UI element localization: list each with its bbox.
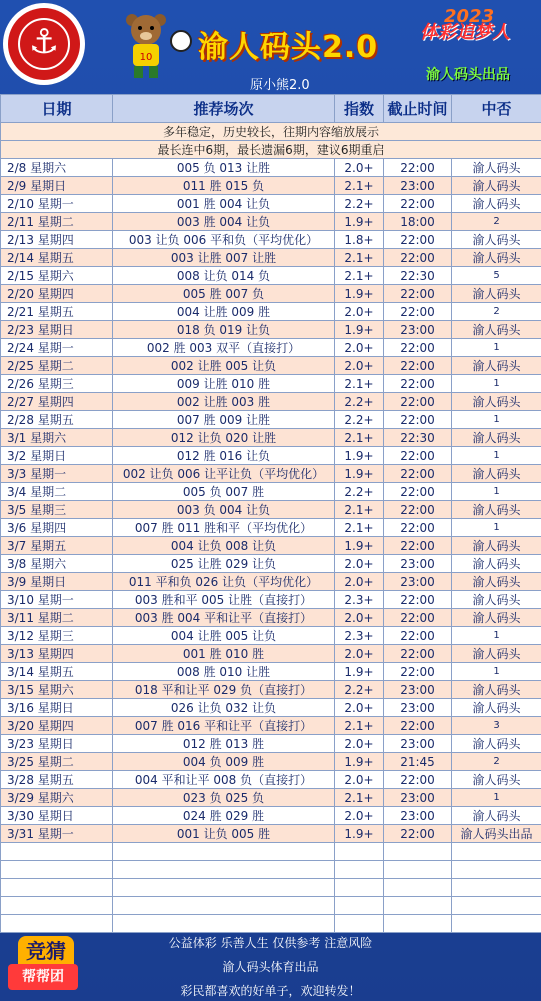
table-row xyxy=(1,303,541,321)
cell-odds: 2.0+ xyxy=(335,807,384,825)
table-row xyxy=(1,249,541,267)
cell-pick: 003 让负 006 平和负（平均优化） xyxy=(113,231,335,249)
anchor-icon: ⚓ xyxy=(28,22,60,62)
table-row xyxy=(1,357,541,375)
cell-date: 2/28 星期五 xyxy=(1,411,113,429)
cell-result: 渝人码头 xyxy=(452,177,541,195)
cell-pick: 025 让胜 029 让负 xyxy=(113,555,335,573)
cell-odds: 2.1+ xyxy=(335,429,384,447)
cell-result: 渝人码头 xyxy=(452,159,541,177)
cell-result: 渝人码头 xyxy=(452,699,541,717)
blank-cell xyxy=(113,879,335,897)
cell-pick: 004 让胜 009 胜 xyxy=(113,303,335,321)
table-row xyxy=(1,411,541,429)
blank-cell xyxy=(335,861,384,879)
blank-row xyxy=(1,897,541,915)
cell-odds: 2.1+ xyxy=(335,249,384,267)
column-header-odds: 指数 xyxy=(335,95,384,123)
cell-result: 3 xyxy=(452,717,541,735)
cell-odds: 2.1+ xyxy=(335,267,384,285)
cell-odds: 1.8+ xyxy=(335,231,384,249)
cell-odds: 2.0+ xyxy=(335,771,384,789)
cell-pick: 011 胜 015 负 xyxy=(113,177,335,195)
cell-date: 3/25 星期二 xyxy=(1,753,113,771)
cell-pick: 002 胜 003 双平（直接打） xyxy=(113,339,335,357)
cell-deadline: 23:00 xyxy=(384,681,452,699)
cell-date: 2/25 星期二 xyxy=(1,357,113,375)
blank-cell xyxy=(113,861,335,879)
cell-odds: 2.0+ xyxy=(335,555,384,573)
cell-deadline: 22:00 xyxy=(384,609,452,627)
blank-cell xyxy=(335,843,384,861)
table-row xyxy=(1,519,541,537)
table-row xyxy=(1,393,541,411)
cell-pick: 012 让负 020 让胜 xyxy=(113,429,335,447)
cell-odds: 1.9+ xyxy=(335,447,384,465)
cell-deadline: 22:00 xyxy=(384,447,452,465)
cell-result: 1 xyxy=(452,339,541,357)
cell-date: 2/21 星期五 xyxy=(1,303,113,321)
cell-result: 渝人码头 xyxy=(452,249,541,267)
cell-result: 渝人码头 xyxy=(452,645,541,663)
cell-date: 3/8 星期六 xyxy=(1,555,113,573)
cell-odds: 1.9+ xyxy=(335,825,384,843)
blank-cell xyxy=(384,861,452,879)
cell-deadline: 22:00 xyxy=(384,249,452,267)
cell-odds: 2.1+ xyxy=(335,375,384,393)
cell-result: 渝人码头 xyxy=(452,465,541,483)
cell-odds: 2.0+ xyxy=(335,699,384,717)
cell-result: 渝人码头 xyxy=(452,555,541,573)
picks-table-wrapper xyxy=(0,94,541,933)
cell-date: 2/24 星期一 xyxy=(1,339,113,357)
cell-deadline: 23:00 xyxy=(384,321,452,339)
cell-result: 1 xyxy=(452,663,541,681)
table-row xyxy=(1,339,541,357)
cell-pick: 009 让胜 010 胜 xyxy=(113,375,335,393)
column-header-result: 中否 xyxy=(452,95,541,123)
table-row xyxy=(1,429,541,447)
note-row xyxy=(1,141,541,159)
year-badge: 2023 xyxy=(444,6,495,27)
cell-odds: 1.9+ xyxy=(335,213,384,231)
cell-date: 2/27 星期四 xyxy=(1,393,113,411)
table-row xyxy=(1,177,541,195)
cell-result: 渝人码头出品 xyxy=(452,825,541,843)
cell-pick: 012 胜 013 胜 xyxy=(113,735,335,753)
table-row xyxy=(1,501,541,519)
cell-date: 3/20 星期四 xyxy=(1,717,113,735)
table-row xyxy=(1,195,541,213)
cell-odds: 2.0+ xyxy=(335,735,384,753)
cell-odds: 2.2+ xyxy=(335,411,384,429)
cell-odds: 1.9+ xyxy=(335,663,384,681)
badge-top-label: 竞猜 xyxy=(18,936,74,966)
cell-deadline: 22:00 xyxy=(384,393,452,411)
cell-result: 渝人码头 xyxy=(452,429,541,447)
footer-line-1: 公益体彩 乐善人生 仅供参考 注意风险 xyxy=(168,936,373,950)
cell-odds: 1.9+ xyxy=(335,465,384,483)
cell-deadline: 22:00 xyxy=(384,465,452,483)
cell-pick: 003 胜 004 平和让平（直接打） xyxy=(113,609,335,627)
cell-deadline: 22:00 xyxy=(384,375,452,393)
cell-result: 1 xyxy=(452,789,541,807)
cell-date: 3/5 星期三 xyxy=(1,501,113,519)
cell-result: 渝人码头 xyxy=(452,807,541,825)
blank-cell xyxy=(384,897,452,915)
cell-result: 1 xyxy=(452,519,541,537)
blank-cell xyxy=(1,861,113,879)
cell-pick: 024 胜 029 胜 xyxy=(113,807,335,825)
blank-row xyxy=(1,879,541,897)
cell-deadline: 23:00 xyxy=(384,555,452,573)
table-row xyxy=(1,753,541,771)
cell-date: 3/7 星期五 xyxy=(1,537,113,555)
cell-deadline: 22:00 xyxy=(384,357,452,375)
table-row xyxy=(1,807,541,825)
table-row xyxy=(1,555,541,573)
cell-date: 2/20 星期四 xyxy=(1,285,113,303)
cell-result: 渝人码头 xyxy=(452,735,541,753)
cell-deadline: 21:45 xyxy=(384,753,452,771)
cell-result: 渝人码头 xyxy=(452,573,541,591)
cell-deadline: 22:30 xyxy=(384,429,452,447)
cell-date: 3/10 星期一 xyxy=(1,591,113,609)
cell-deadline: 22:00 xyxy=(384,195,452,213)
cell-date: 3/1 星期六 xyxy=(1,429,113,447)
cell-odds: 2.2+ xyxy=(335,393,384,411)
football-icon xyxy=(170,30,192,52)
cell-date: 3/29 星期六 xyxy=(1,789,113,807)
table-row xyxy=(1,573,541,591)
cell-deadline: 22:00 xyxy=(384,231,452,249)
table-row xyxy=(1,465,541,483)
cell-deadline: 18:00 xyxy=(384,213,452,231)
cell-pick: 003 让胜 007 让胜 xyxy=(113,249,335,267)
brand-label: 渝人码头出品 xyxy=(426,67,510,83)
cell-pick: 002 让胜 005 让负 xyxy=(113,357,335,375)
cell-odds: 2.0+ xyxy=(335,303,384,321)
cell-deadline: 22:00 xyxy=(384,519,452,537)
cell-deadline: 23:00 xyxy=(384,789,452,807)
cell-result: 渝人码头 xyxy=(452,681,541,699)
cell-pick: 018 平和让平 029 负（直接打） xyxy=(113,681,335,699)
table-row xyxy=(1,285,541,303)
table-row xyxy=(1,321,541,339)
table-row xyxy=(1,699,541,717)
cell-pick: 007 胜 009 让胜 xyxy=(113,411,335,429)
cell-odds: 2.0+ xyxy=(335,159,384,177)
cell-deadline: 22:00 xyxy=(384,285,452,303)
cell-deadline: 23:00 xyxy=(384,177,452,195)
cell-odds: 2.1+ xyxy=(335,519,384,537)
column-header-date: 日期 xyxy=(1,95,113,123)
table-row xyxy=(1,267,541,285)
note-text: 最长连中6期，最长遗漏6期，建议6期重启 xyxy=(1,141,541,159)
cell-odds: 2.0+ xyxy=(335,609,384,627)
cell-date: 2/26 星期三 xyxy=(1,375,113,393)
cell-pick: 004 让负 008 让负 xyxy=(113,537,335,555)
table-row xyxy=(1,483,541,501)
cell-odds: 2.3+ xyxy=(335,591,384,609)
cell-deadline: 22:00 xyxy=(384,483,452,501)
table-row xyxy=(1,447,541,465)
column-header-deadline: 截止时间 xyxy=(384,95,452,123)
cell-result: 渝人码头 xyxy=(452,537,541,555)
cell-odds: 1.9+ xyxy=(335,285,384,303)
cell-deadline: 22:00 xyxy=(384,663,452,681)
cell-result: 1 xyxy=(452,447,541,465)
cell-odds: 2.0+ xyxy=(335,645,384,663)
cell-date: 2/11 星期二 xyxy=(1,213,113,231)
page-subtitle: 原小熊2.0 xyxy=(250,78,310,93)
cell-deadline: 22:00 xyxy=(384,303,452,321)
cell-date: 3/30 星期日 xyxy=(1,807,113,825)
cell-result: 2 xyxy=(452,303,541,321)
badge-bottom-label: 帮帮团 xyxy=(8,964,78,990)
cell-date: 2/9 星期日 xyxy=(1,177,113,195)
cell-pick: 003 胜和平 005 让胜（直接打） xyxy=(113,591,335,609)
blank-cell xyxy=(113,843,335,861)
cell-date: 3/15 星期六 xyxy=(1,681,113,699)
cell-result: 渝人码头 xyxy=(452,321,541,339)
cell-odds: 2.1+ xyxy=(335,501,384,519)
cell-date: 3/28 星期五 xyxy=(1,771,113,789)
blank-row xyxy=(1,861,541,879)
cell-pick: 007 胜 011 胜和平（平均优化） xyxy=(113,519,335,537)
cell-odds: 2.0+ xyxy=(335,339,384,357)
cell-deadline: 22:00 xyxy=(384,501,452,519)
cell-date: 3/3 星期一 xyxy=(1,465,113,483)
cell-pick: 008 胜 010 让胜 xyxy=(113,663,335,681)
blank-cell xyxy=(335,879,384,897)
cell-result: 1 xyxy=(452,627,541,645)
blank-cell xyxy=(335,897,384,915)
table-row xyxy=(1,789,541,807)
svg-text:10: 10 xyxy=(139,52,153,63)
cell-deadline: 23:00 xyxy=(384,573,452,591)
cell-date: 3/6 星期四 xyxy=(1,519,113,537)
table-row xyxy=(1,375,541,393)
cell-result: 渝人码头 xyxy=(452,609,541,627)
cell-result: 渝人码头 xyxy=(452,393,541,411)
cell-pick: 007 胜 016 平和让平（直接打） xyxy=(113,717,335,735)
cell-odds: 1.9+ xyxy=(335,321,384,339)
cell-pick: 008 让负 014 负 xyxy=(113,267,335,285)
cell-odds: 2.1+ xyxy=(335,789,384,807)
cell-date: 2/10 星期一 xyxy=(1,195,113,213)
cell-deadline: 22:00 xyxy=(384,717,452,735)
cell-pick: 005 负 007 胜 xyxy=(113,483,335,501)
blank-cell xyxy=(113,897,335,915)
cell-date: 3/12 星期三 xyxy=(1,627,113,645)
cell-deadline: 22:00 xyxy=(384,411,452,429)
cell-deadline: 22:00 xyxy=(384,159,452,177)
cell-date: 3/11 星期二 xyxy=(1,609,113,627)
cell-deadline: 22:00 xyxy=(384,537,452,555)
cell-pick: 002 让胜 003 胜 xyxy=(113,393,335,411)
table-row xyxy=(1,663,541,681)
cell-odds: 1.9+ xyxy=(335,753,384,771)
blank-cell xyxy=(1,843,113,861)
cell-date: 2/14 星期五 xyxy=(1,249,113,267)
blank-cell xyxy=(452,861,541,879)
blank-cell xyxy=(1,879,113,897)
cell-pick: 003 胜 004 让负 xyxy=(113,213,335,231)
cell-result: 渝人码头 xyxy=(452,591,541,609)
slogan: 体彩追梦人 xyxy=(420,22,510,43)
cell-date: 3/4 星期二 xyxy=(1,483,113,501)
cell-pick: 018 负 019 让负 xyxy=(113,321,335,339)
cell-deadline: 23:00 xyxy=(384,699,452,717)
cell-result: 渝人码头 xyxy=(452,771,541,789)
cell-odds: 2.2+ xyxy=(335,483,384,501)
cell-pick: 002 让负 006 让平让负（平均优化） xyxy=(113,465,335,483)
cell-deadline: 23:00 xyxy=(384,735,452,753)
cell-result: 渝人码头 xyxy=(452,357,541,375)
cell-date: 2/8 星期六 xyxy=(1,159,113,177)
cell-pick: 001 胜 004 让负 xyxy=(113,195,335,213)
cell-deadline: 22:30 xyxy=(384,267,452,285)
cell-date: 3/9 星期日 xyxy=(1,573,113,591)
cell-odds: 2.3+ xyxy=(335,627,384,645)
table-row xyxy=(1,231,541,249)
cell-deadline: 22:00 xyxy=(384,339,452,357)
cell-deadline: 23:00 xyxy=(384,807,452,825)
footer xyxy=(0,928,541,1001)
cell-pick: 026 让负 032 让负 xyxy=(113,699,335,717)
table-header-row xyxy=(1,95,541,123)
cell-result: 渝人码头 xyxy=(452,501,541,519)
table-row xyxy=(1,609,541,627)
cell-odds: 1.9+ xyxy=(335,537,384,555)
cell-date: 2/23 星期日 xyxy=(1,321,113,339)
cell-date: 2/15 星期六 xyxy=(1,267,113,285)
table-row xyxy=(1,213,541,231)
cell-deadline: 22:00 xyxy=(384,627,452,645)
cell-odds: 2.0+ xyxy=(335,573,384,591)
cell-pick: 023 负 025 负 xyxy=(113,789,335,807)
note-row xyxy=(1,123,541,141)
blank-row xyxy=(1,843,541,861)
club-logo xyxy=(3,3,85,85)
cell-pick: 004 负 009 胜 xyxy=(113,753,335,771)
blank-cell xyxy=(384,879,452,897)
table-row xyxy=(1,717,541,735)
column-header-pick: 推荐场次 xyxy=(113,95,335,123)
table-row xyxy=(1,681,541,699)
blank-cell xyxy=(384,843,452,861)
cell-pick: 011 平和负 026 让负（平均优化） xyxy=(113,573,335,591)
page-title: 渝人码头2.0 xyxy=(198,30,379,65)
table-row xyxy=(1,537,541,555)
bear-mascot-icon xyxy=(120,12,172,80)
cell-pick: 012 胜 016 让负 xyxy=(113,447,335,465)
table-row xyxy=(1,627,541,645)
cell-result: 1 xyxy=(452,375,541,393)
cell-pick: 005 胜 007 负 xyxy=(113,285,335,303)
cell-result: 1 xyxy=(452,483,541,501)
cell-result: 1 xyxy=(452,411,541,429)
cell-result: 2 xyxy=(452,213,541,231)
cell-deadline: 22:00 xyxy=(384,771,452,789)
cell-deadline: 22:00 xyxy=(384,825,452,843)
cell-date: 3/14 星期五 xyxy=(1,663,113,681)
cell-pick: 004 让胜 005 让负 xyxy=(113,627,335,645)
cell-pick: 001 让负 005 胜 xyxy=(113,825,335,843)
footer-line-2: 渝人码头体育出品 xyxy=(222,960,319,974)
cell-date: 3/31 星期一 xyxy=(1,825,113,843)
table-row xyxy=(1,591,541,609)
blank-cell xyxy=(452,843,541,861)
cell-deadline: 22:00 xyxy=(384,591,452,609)
table-row xyxy=(1,771,541,789)
table-row xyxy=(1,159,541,177)
cell-date: 3/13 星期四 xyxy=(1,645,113,663)
cell-result: 渝人码头 xyxy=(452,195,541,213)
cell-pick: 005 负 013 让胜 xyxy=(113,159,335,177)
table-row xyxy=(1,735,541,753)
cell-date: 3/16 星期日 xyxy=(1,699,113,717)
table-row xyxy=(1,825,541,843)
cell-odds: 2.2+ xyxy=(335,195,384,213)
cell-date: 3/2 星期日 xyxy=(1,447,113,465)
cell-odds: 2.1+ xyxy=(335,717,384,735)
cell-odds: 2.1+ xyxy=(335,177,384,195)
cell-result: 2 xyxy=(452,753,541,771)
cell-deadline: 22:00 xyxy=(384,645,452,663)
cell-result: 渝人码头 xyxy=(452,231,541,249)
cell-date: 3/23 星期日 xyxy=(1,735,113,753)
cell-date: 2/13 星期四 xyxy=(1,231,113,249)
header xyxy=(0,0,541,94)
blank-cell xyxy=(452,897,541,915)
cell-pick: 004 平和让平 008 负（直接打） xyxy=(113,771,335,789)
blank-cell xyxy=(1,897,113,915)
logo-badge xyxy=(8,8,80,80)
cell-odds: 2.2+ xyxy=(335,681,384,699)
note-text: 多年稳定，历史较长，往期内容缩放展示 xyxy=(1,123,541,141)
footer-line-3: 彩民都喜欢的好单子，欢迎转发！ xyxy=(180,984,361,998)
cell-pick: 003 负 004 让负 xyxy=(113,501,335,519)
table-row xyxy=(1,645,541,663)
cell-odds: 2.0+ xyxy=(335,357,384,375)
cell-result: 5 xyxy=(452,267,541,285)
cell-pick: 001 胜 010 胜 xyxy=(113,645,335,663)
picks-table xyxy=(0,94,541,933)
cell-result: 渝人码头 xyxy=(452,285,541,303)
blank-cell xyxy=(452,879,541,897)
